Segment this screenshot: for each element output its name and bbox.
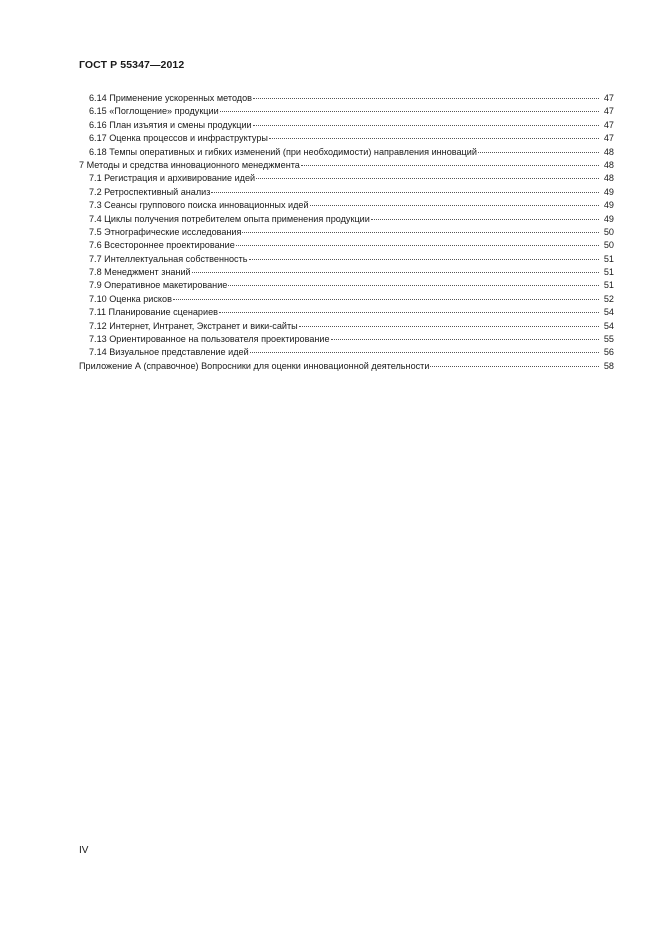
- toc-entry-title: 7.5 Этнографические исследования: [89, 226, 242, 237]
- toc-entry-title: 7.8 Менеджмент знаний: [89, 267, 191, 278]
- toc-entry[interactable]: [79, 239, 614, 252]
- toc-entry-title: 6.14 Применение ускоренных методов: [89, 93, 252, 103]
- toc-entry-page: 51: [603, 253, 614, 264]
- toc-entry-page: 47: [603, 93, 614, 103]
- toc-entry-title: 7.3 Сеансы группового поиска инновационных идей: [89, 200, 309, 211]
- toc-entry-page: 54: [603, 320, 614, 331]
- toc-entry-title: 7.9 Оперативное макетирование: [89, 280, 228, 291]
- toc-entry-page: 47: [603, 133, 614, 144]
- toc-entry-page: 51: [603, 280, 614, 291]
- toc-entry-page: 49: [603, 213, 614, 224]
- toc-entry-page: 49: [603, 186, 614, 197]
- toc-entry[interactable]: [79, 159, 614, 172]
- toc-entry[interactable]: [79, 333, 614, 346]
- toc-entry-page: 48: [603, 146, 614, 157]
- toc-entry[interactable]: [79, 213, 614, 226]
- toc-entry[interactable]: [79, 293, 614, 306]
- toc-entry[interactable]: [79, 105, 614, 118]
- toc-dot-leader: [173, 298, 599, 300]
- toc-entry-title: 6.18 Темпы оперативных и гибких изменений (при необходимости) направления инноваций: [89, 146, 477, 157]
- toc-entry[interactable]: [79, 266, 614, 279]
- toc-dot-leader: [253, 97, 599, 99]
- toc-entry[interactable]: [79, 186, 614, 199]
- toc-entry-title: 7.1 Регистрация и архивирование идей: [89, 173, 256, 184]
- toc-entry-page: 48: [603, 173, 614, 184]
- toc-dot-leader: [220, 110, 599, 112]
- toc-dot-leader: [301, 164, 599, 166]
- toc-dot-leader: [242, 231, 599, 233]
- toc-dot-leader: [250, 351, 599, 353]
- page-number: IV: [79, 845, 89, 856]
- toc-entry-page: 55: [603, 334, 614, 345]
- toc-entry-page: 47: [603, 106, 614, 117]
- toc-entry[interactable]: [79, 320, 614, 333]
- toc-entry-page: 49: [603, 200, 614, 211]
- toc-entry-page: 47: [603, 119, 614, 130]
- toc-entry[interactable]: [79, 360, 614, 373]
- toc-dot-leader: [192, 271, 599, 273]
- toc-entry-title: 7.7 Интеллектуальная собственность: [89, 253, 248, 264]
- toc-entry[interactable]: [79, 279, 614, 292]
- toc-entry-page: 58: [603, 360, 614, 371]
- toc-entry[interactable]: [79, 172, 614, 185]
- toc-entry[interactable]: [79, 226, 614, 239]
- toc-entry-page: 52: [603, 293, 614, 304]
- toc-entry-title: 7.11 Планирование сценариев: [89, 307, 218, 318]
- toc-entry-title: 6.17 Оценка процессов и инфраструктуры: [89, 133, 268, 144]
- toc-entry-page: 48: [603, 159, 614, 170]
- toc-entry[interactable]: [79, 306, 614, 319]
- toc-dot-leader: [478, 151, 599, 153]
- document-header: ГОСТ Р 55347—2012: [79, 59, 185, 71]
- toc-dot-leader: [331, 338, 599, 340]
- toc-entry-title: 7.10 Оценка рисков: [89, 293, 172, 304]
- toc-entry[interactable]: [79, 92, 614, 105]
- toc-entry-title: 7.4 Циклы получения потребителем опыта применения продукции: [89, 213, 370, 224]
- toc-entry[interactable]: [79, 253, 614, 266]
- toc-dot-leader: [211, 191, 599, 193]
- toc-dot-leader: [256, 177, 599, 179]
- toc-entry-title: Приложение А (справочное) Вопросники для оценки инновационной деятельности: [79, 360, 430, 371]
- toc-dot-leader: [430, 365, 599, 367]
- toc-entry-page: 56: [603, 347, 614, 358]
- toc-entry-title: 6.16 План изъятия и смены продукции: [89, 119, 252, 130]
- toc-dot-leader: [228, 284, 599, 286]
- toc-dot-leader: [269, 137, 599, 139]
- toc-entry-title: 7.14 Визуальное представление идей: [89, 347, 249, 358]
- toc-dot-leader: [249, 258, 599, 260]
- toc-entry-title: 6.15 «Поглощение» продукции: [89, 106, 219, 117]
- toc-entry-page: 54: [603, 307, 614, 318]
- toc-entry-page: 50: [603, 226, 614, 237]
- toc-entry[interactable]: [79, 132, 614, 145]
- toc-dot-leader: [371, 218, 599, 220]
- toc-entry-title: 7.12 Интернет, Интранет, Экстранет и вики-сайты: [89, 320, 298, 331]
- toc-dot-leader: [236, 244, 599, 246]
- toc-entry-title: 7.2 Ретроспективный анализ: [89, 186, 211, 197]
- toc-entry-title: 7 Методы и средства инновационного менеджмента: [79, 159, 300, 170]
- toc-entry[interactable]: [79, 199, 614, 212]
- toc-entry-title: 7.13 Ориентированное на пользователя проектирование: [89, 334, 330, 345]
- toc-entry-title: 7.6 Всестороннее проектирование: [89, 240, 235, 251]
- table-of-contents: [79, 92, 614, 373]
- toc-dot-leader: [310, 204, 599, 206]
- toc-entry[interactable]: [79, 119, 614, 132]
- toc-dot-leader: [299, 325, 599, 327]
- toc-dot-leader: [219, 311, 599, 313]
- toc-entry[interactable]: [79, 146, 614, 159]
- toc-entry-page: 50: [603, 240, 614, 251]
- toc-entry[interactable]: [79, 346, 614, 359]
- toc-entry-page: 51: [603, 267, 614, 278]
- toc-dot-leader: [253, 124, 599, 126]
